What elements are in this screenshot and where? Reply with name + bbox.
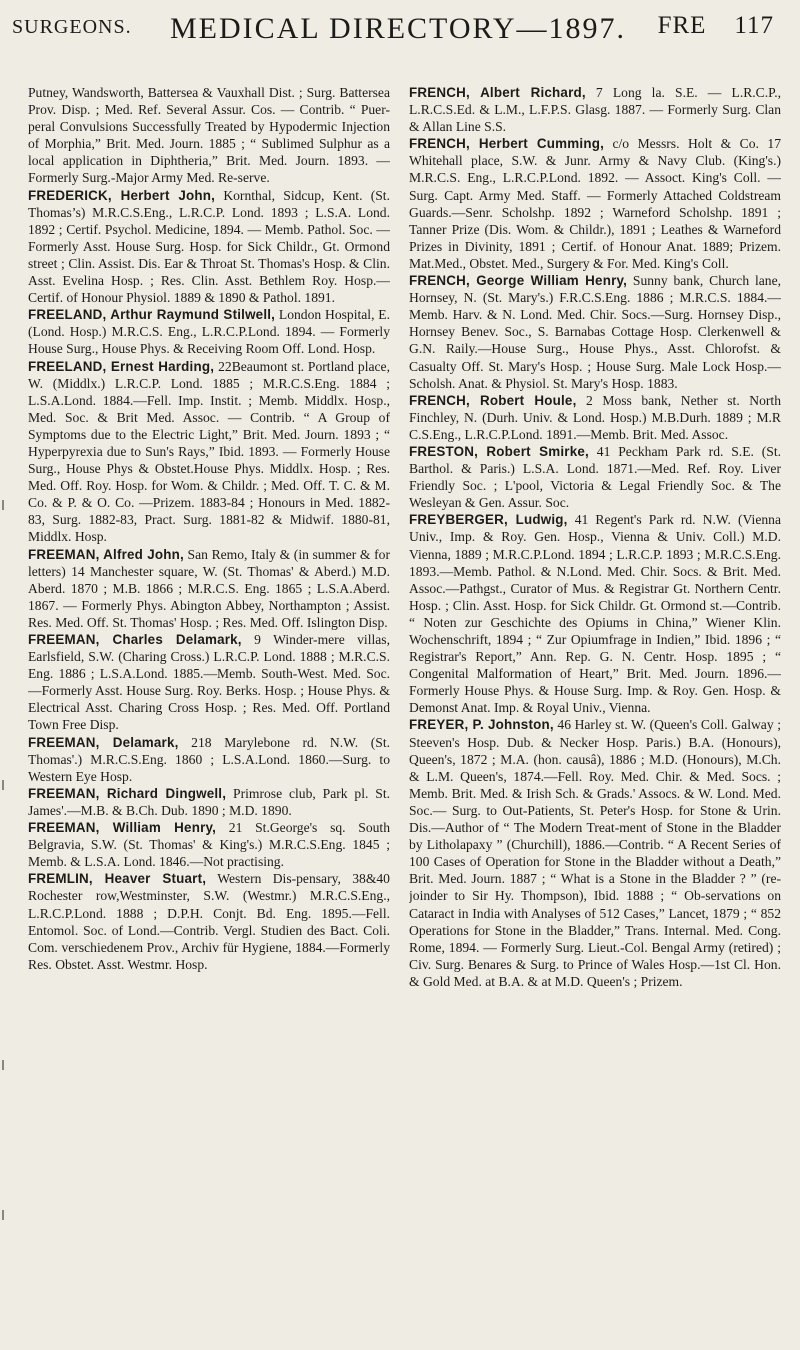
entry-text: 7 Long la. S.E. — L.R.C.P., L.R.C.S.Ed. & L.M., L.F.P.S. Glasg. 1887. — Formerly Surg. Clan & Allan Line S.S. [409, 85, 781, 135]
directory-entry [28, 870, 390, 973]
entry-name: FREELAND, Ernest Harding, [28, 358, 215, 374]
entry-text: Western Dis-pensary, 38&40 Rochester row,Westminster, S.W. (Westmr.) M.R.C.S.Eng., L.R.C.P.Lond. 1888 ; D.P.H. Conjt. Bd. Eng. 1895.—Fell. Entomol. Soc. of Lond.—Contrib. Vergl. Studien des Bact. Coli. Com. verschiedenem Prov., Archiv für Hygiene, 1884.—Formerly Res. Obstet. Asst. Westmr. Hosp. [28, 871, 390, 972]
page-header [0, 0, 800, 60]
entry-name: FREEMAN, Charles Delamark, [28, 632, 242, 647]
right-column [409, 84, 781, 1339]
page-number: 117 [734, 12, 774, 39]
entry-text: 41 Regent's Park rd. N.W. (Vienna Univ., Imp. & Roy. Gen. Hosp., Vienna & Univ. Coll.) M.D. Vienna, 1889 ; M.R.C.P.Lond. 1894 ; L.R.C.P. 1893 ; M.R.C.S.Eng. 1893.—Memb. Pathol. & N.Lond. Med. Chir. Socs. & Brit. Med. Assoc.—Pathgst., Curator of Mus. & Registrar Gt. Northern Centr. Hosp. ; Clin. Asst. Hosp. for Sick Childr. Gt. Ormond st.—Contrib. “ Noten zur Geschichte des Opiums in China,” Wiener Klin. Wochenschrift, 1894 ; “ Zur Opiumfrage in Indien,” Ibid. 1896 ; “ Registrar's Report,” Ann. Rep. G. N. Centr. Hosp. 1895 ; “ Congenital Malformation of Heart,” Brit. Med. Journ. 1896.—Formerly House Phys. & House Surg. Imp. & Roy. Gen. Hosp. & Demonst Anat. Imp. & Royal Univ., Vienna. [409, 512, 781, 716]
entry-text: 9 Winder-mere villas, Earlsfield, S.W. (Charing Cross.) L.R.C.P. Lond. 1888 ; M.R.C.S. Eng. 1886 ; L.S.A.Lond. 1885.—Memb. South-West. Med. Soc.—Formerly Asst. House Surg. Roy. Berks. Hosp. ; House Phys. & Electrical Asst. Charing Cross Hosp. ; Res. Med. Off. Portland Town Free Disp. [28, 632, 390, 733]
directory-entry [409, 84, 781, 135]
directory-entry [409, 392, 781, 443]
entry-text: 22Beaumont st. Portland place, W. (Middlx.) L.R.C.P. Lond. 1885 ; M.R.C.S.Eng. 1884 ; L.S.A.Lond. 1884.—Fell. Imp. Instit. ; Memb. Middlx. Hosp., Med. Soc. & Brit Med. Assoc. — Contrib. “ A Group of Symptoms due to the Electric Light,” Brit. Med. Journ. 1893 ; “ Hyperpyrexia due to Sun's Rays,” Ibid. 1893. — Formerly House Surg., House Phys & Obstet.House Phys. Middlx. Hosp. ; Res. Med. Off. Roy. Hosp. for Wom. & Childr. ; Med. Off. T. C. & M. Co. & P. & O. Co. —Priz​em. 1883-84 ; Honours in Med. 1882-83, Surg. 1882-83, Pract. Surg. 1881-82 & Midwif. 1880-81, Middlx. Hosp. [28, 358, 390, 545]
directory-entry [28, 819, 390, 870]
entry-text: 2 Moss bank, Nether st. North Finchley, N. (Durh. Univ. & Lond. Hosp.) M.B.Durh. 1889 ; M.R C.S.Eng., L.R.C.P.Lond. 1891.—Memb. Brit. Med. Assoc. [409, 392, 781, 442]
entry-name: FRENCH, Herbert Cumming, [409, 136, 604, 152]
entry-text: Primrose club, Park pl. St. James'.—M.B. & B.Ch. Dub. 1890 ; M.D. 1890. [28, 785, 390, 818]
entry-name: FREYER, P. Johnston, [409, 717, 554, 733]
entry-name: FREEMAN, Richard Dingwell, [28, 785, 227, 801]
directory-entry [28, 306, 390, 357]
entry-text: Kornthal, Sidcup, Kent. (St. Thomas’s) M.R.C.S.Eng., L.R.C.P. Lond. 1893 ; L.S.A. Lond. 1892 ; Certif. Psychol. Medicine, 1894. — Memb. Pathol. Soc. — Formerly Asst. House Surg. Hosp. for Sick Childr., Gt. Ormond street ; Clin. Assist. Dis. Ear & Throat St. Thomas's Hosp. & Clin. Asst. Evelina Hosp. ; Res. Clin. Asst. Bethlem Roy. Hosp.—Certif. of Honour Physiol. 1889 & 1890 & Pathol. 1891. [28, 187, 390, 306]
entry-name: FREEMAN, Alfred John, [28, 546, 184, 562]
directory-entry [28, 84, 390, 187]
entry-range-abbr: FRE [657, 12, 707, 39]
directory-entry [409, 511, 781, 716]
entry-name: FREYBERGER, Ludwig, [409, 512, 568, 528]
directory-entry [28, 358, 390, 546]
entry-name: FREDERICK, Herbert John, [28, 187, 216, 203]
entry-text: 46 Harley st. W. (Queen's Coll. Galway ; Steeven's Hosp. Dub. & Necker Hosp. Paris.) B.A. (Honours), Queen's, 1872 ; M.A. (hon. causâ), 1886 ; M.D. (Honours), M.Ch. & L.M. Queen's, 1874.—Fell. Roy. Med. Chir. & Med. Socs. ; Memb. Brit. Med. & Irish Sch. & Grads.' Assocs. & W. Lond. Med. Soc.— Surg. to Out-Patients, St. Peter's Hosp. for Stone & Urin. Dis.—Author of “ The Modern Treat-ment of Stone in the Bladder by Litholapaxy ” (Churchill), 1886.—Contrib. “ A Recent Series of 100 Cases of Operation for Stone in the Bladder without a Death,” Brit. Med. Journ. 1887 ; “ What is a Stone in the Bladder ? ” (re-joinder to Sir Hy. Thompson), Ibid. 1888 ; “ Ob-servations on Cataract in India with Analyses of 512 Cases,” Lancet, 1879 ; “ 852 Operations for Stone in the Bladder,” Trans. Internal. Med. Cong. Rome, 1894. — Formerly Surg. Lieut.-Col. Bengal Army (retired) ; Civ. Surg. Benares & Surg. to Prince of Wales Hosp.—1st Cl. Hon. & Gold Med. at B.A. & at M.D. Queen's ; Prizem. [409, 717, 781, 989]
directory-entry [28, 546, 390, 631]
directory-entry [409, 272, 781, 392]
page-locator [658, 12, 774, 40]
entry-text: 21 St.George's sq. South Belgravia, S.W. (St. Thomas' & King's.) M.R.C.S.Eng. 1845 ; Memb. & L.S.A. Lond. 1846.—Not practising. [28, 820, 390, 870]
section-label: SURGEONS. [12, 16, 132, 38]
directory-entry [28, 734, 390, 785]
left-column [28, 84, 390, 1339]
entry-name: FRENCH, George William Henry, [409, 273, 628, 289]
directory-entry [28, 631, 390, 734]
entry-text: 41 Peckham Park rd. S.E. (St. Barthol. & Paris.) L.S.A. Lond. 1871.—Med. Ref. Roy. Liver Friendly Soc. ; L'pool, Victoria & Legal Friendly Soc. & The Wesleyan & Gen. Assur. Soc. [409, 443, 781, 511]
entry-name: FRENCH, Albert Richard, [409, 85, 586, 100]
entry-name: FREELAND, Arthur Raymund Stilwell, [28, 307, 276, 323]
directory-entry [409, 443, 781, 511]
binding-edge [2, 80, 18, 1340]
entry-text: Putney, Wandsworth, Battersea & Vauxhall Dist. ; Surg. Battersea Prov. Disp. ; Med. Ref. Several Assur. Cos. — Contrib. “ Puer-peral Convulsions Successfully Treated by Hypodermic Injection of Morphia,” Brit. Med. Journ. 1885 ; “ Sublimed Sulphur as a local application in Diphtheria,” Brit. Med. Journ. 1893. —Formerly Surg.-Major Army Med. Re-serve. [28, 85, 390, 186]
directory-title: MEDICAL DIRECTORY—1897. [170, 12, 627, 45]
entry-text: London Hospital, E. (Lond. Hosp.) M.R.C.S. Eng., L.R.C.P.Lond. 1894. — Formerly House Surg., House Phys. & Receiving Room Off. Lond. Hosp. [28, 307, 390, 357]
entry-name: FREEMAN, Delamark, [28, 734, 179, 750]
entry-name: FRENCH, Robert Houle, [409, 392, 577, 408]
directory-entry [28, 187, 390, 307]
entry-text: c/o Messrs. Holt & Co. 17 Whitehall place, S.W. & Junr. Army & Navy Club. (King's.) M.R.C.S. Eng., L.R.C.P.Lond. 1892. — Assoct. King's Coll. — Surg. Capt. Army Med. Staff. — Formerly Attached Coldstream Guards.—Senr. Scholshp. 1892 ; Warneford Scholshp. 1891 ; Tanner Prize (Dis. Wom. & Childr.), 1891 ; Leathes & Warneford Prizes in Divinity, 1891 ; Certif. of Honour Anat. 1889; Prizem. Mat.Med., Obstet. Med., Surgery & For. Med. King's Coll. [409, 136, 781, 271]
entry-name: FRESTON, Robert Smirke, [409, 443, 589, 459]
directory-entry [409, 716, 781, 990]
entry-text: San Remo, Italy & (in summer & for letters) 14 Manchester square, W. (St. Thomas' & Aberd.) M.D. Aberd. 1870 ; M.B. 1866 ; M.R.C.S. Eng. 1865 ; L.S.A.Aberd. 1867. — Formerly Phys. Abington Abbey, Northampton ; Assist. Res. Med. Off. St. Thomas' Hosp. ; Res. Med. Off. Islington Disp. [28, 546, 390, 630]
entry-name: FREEMAN, William Henry, [28, 820, 217, 836]
entry-name: FREMLIN, Heaver Stuart, [28, 871, 207, 887]
directory-entry [28, 785, 390, 819]
entry-text: Sunny bank, Church lane, Hornsey, N. (St. Mary's.) F.R.C.S.Eng. 1886 ; M.R.C.S. 1884.—Memb. Harv. & N. Lond. Med. Chir. Socs.—Surg. Hornsey Disp., Hornsey Benev. Soc., S. Barnabas Cottage Hosp. Clerkenwell & G.N. Raily.—House Surg., House Phys., Asst. Chlorofst. & Casualty Off. St. Mary's Hosp. ; House Surg. Male Lock Hosp.—Scholsh. Anat. & Physiol. St. Mary's Hosp. 1883. [409, 273, 781, 391]
directory-entry [409, 135, 781, 272]
entry-text: 218 Marylebone rd. N.W. (St. Thomas'.) M.R.C.S.Eng. 1860 ; L.S.A.Lond. 1860.—Surg. to Western Eye Hosp. [28, 734, 390, 784]
